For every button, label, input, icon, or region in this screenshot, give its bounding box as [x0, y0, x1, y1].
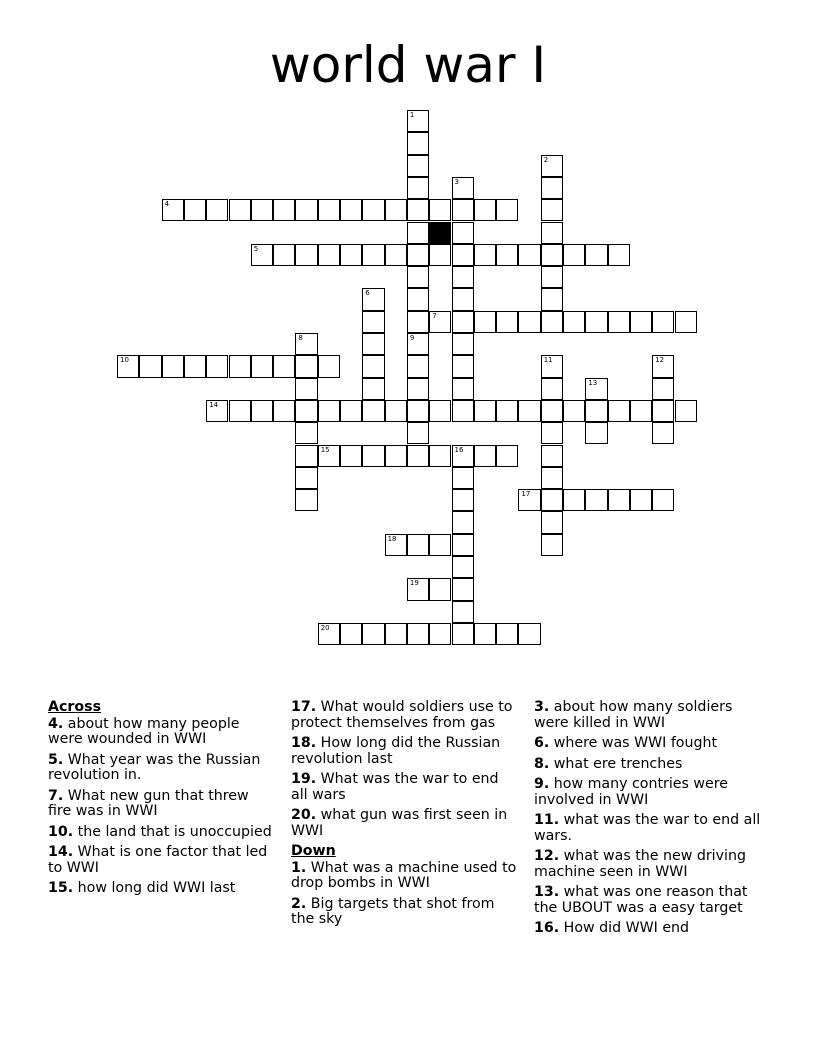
grid-cell[interactable] [318, 445, 340, 467]
grid-cell[interactable] [496, 445, 518, 467]
grid-cell[interactable] [541, 489, 563, 511]
grid-cell[interactable] [608, 244, 630, 266]
clue-number-label: 15 [320, 445, 330, 454]
down-clue-1: 1. What was a machine used to drop bombs in WWI [291, 859, 517, 891]
grid-cell[interactable] [318, 199, 340, 221]
grid-cell[interactable] [362, 311, 384, 333]
grid-cell[interactable] [229, 400, 251, 422]
grid-cell[interactable] [563, 400, 585, 422]
grid-cell[interactable] [429, 199, 451, 221]
grid-cell[interactable] [452, 445, 474, 467]
clue-number-label: 6 [365, 289, 370, 298]
grid-cell[interactable] [608, 311, 630, 333]
grid-cell[interactable] [251, 355, 273, 377]
grid-cell[interactable] [541, 244, 563, 266]
grid-cell[interactable] [407, 355, 429, 377]
grid-cell[interactable] [407, 222, 429, 244]
grid-cell[interactable] [474, 400, 496, 422]
grid-cell[interactable] [541, 199, 563, 221]
grid-cell[interactable] [407, 333, 429, 355]
grid-cell[interactable] [362, 244, 384, 266]
grid-cell[interactable] [496, 199, 518, 221]
down-clue-9: 9. how many contries were involved in WWI [534, 776, 729, 808]
clue-number-label: 4 [164, 200, 170, 209]
grid-cell[interactable] [184, 355, 206, 377]
grid-cell[interactable] [518, 244, 540, 266]
grid-cell[interactable] [407, 288, 429, 310]
grid-cell[interactable] [541, 534, 563, 556]
grid-cell[interactable] [452, 400, 474, 422]
clue-number-label: 3 [454, 177, 459, 186]
grid-cell[interactable] [474, 311, 496, 333]
grid-cell[interactable] [496, 244, 518, 266]
grid-cell[interactable] [541, 311, 563, 333]
grid-cell[interactable] [608, 400, 630, 422]
grid-cell[interactable] [429, 311, 451, 333]
grid-cell[interactable] [452, 378, 474, 400]
clue-number-label: 20 [320, 623, 330, 632]
down-clue-6: 6. where was WWI fought [534, 735, 718, 751]
grid-cell[interactable] [652, 355, 674, 377]
grid-cell[interactable] [295, 467, 317, 489]
grid-cell[interactable] [340, 199, 362, 221]
grid-cell[interactable] [407, 266, 429, 288]
grid-cell[interactable] [675, 311, 697, 333]
grid-cell[interactable] [429, 578, 451, 600]
grid-cell[interactable] [541, 445, 563, 467]
grid-cell[interactable] [295, 378, 317, 400]
grid-cell[interactable] [385, 400, 407, 422]
grid-cell[interactable] [452, 534, 474, 556]
across-clue-14: 14. What is one factor that led to WWI [48, 844, 268, 876]
grid-cell[interactable] [452, 623, 474, 645]
across-clue-10: 10. the land that is unoccupied [48, 823, 272, 840]
grid-cell[interactable] [318, 355, 340, 377]
grid-cell[interactable] [452, 355, 474, 377]
grid-cell[interactable] [563, 489, 585, 511]
down-clue-8: 8. what ere trenches [534, 755, 683, 772]
grid-cell[interactable] [518, 623, 540, 645]
grid-cell[interactable] [295, 400, 317, 422]
grid-cell[interactable] [563, 311, 585, 333]
clue-number-label: 11 [543, 356, 553, 365]
grid-cell[interactable] [385, 534, 407, 556]
clue-number-label: 17 [521, 490, 531, 499]
grid-cell[interactable] [318, 400, 340, 422]
grid-cell[interactable] [452, 199, 474, 221]
across-clue-18: 18. How long did the Russian revolution last [291, 735, 501, 767]
grid-cell[interactable] [452, 601, 474, 623]
grid-cell[interactable] [608, 489, 630, 511]
grid-cell[interactable] [407, 378, 429, 400]
grid-cell[interactable] [273, 199, 295, 221]
grid-cell[interactable] [585, 489, 607, 511]
grid-cell[interactable] [362, 400, 384, 422]
across-clue-19: 19. What was the war to end all wars [291, 771, 499, 803]
grid-cell[interactable] [340, 445, 362, 467]
grid-cell[interactable] [273, 400, 295, 422]
grid-cell[interactable] [452, 288, 474, 310]
grid-cell[interactable] [362, 288, 384, 310]
grid-cell[interactable] [340, 244, 362, 266]
grid-cell[interactable] [318, 244, 340, 266]
clue-number-label: 14 [209, 400, 219, 409]
grid-cell[interactable] [541, 355, 563, 377]
grid-cell[interactable] [563, 244, 585, 266]
grid-cell[interactable] [340, 400, 362, 422]
grid-cell[interactable] [652, 378, 674, 400]
clue-number-label: 12 [655, 356, 665, 365]
grid-cell[interactable] [452, 467, 474, 489]
grid-cell[interactable] [385, 623, 407, 645]
grid-cell[interactable] [162, 199, 184, 221]
grid-cell[interactable] [407, 445, 429, 467]
clue-number-label: 9 [409, 334, 415, 342]
grid-cell[interactable] [518, 489, 540, 511]
grid-cell[interactable] [541, 400, 563, 422]
down-clue-16: 16. How did WWI end [534, 920, 690, 936]
grid-cell[interactable] [206, 400, 228, 422]
grid-cell[interactable] [229, 355, 251, 377]
grid-cell[interactable] [518, 311, 540, 333]
grid-cell[interactable] [407, 623, 429, 645]
grid-cell[interactable] [630, 489, 652, 511]
grid-cell[interactable] [585, 400, 607, 422]
grid-cell[interactable] [251, 400, 273, 422]
puzzle-title: world war I [269, 36, 547, 94]
down-clue-12: 12. what was the new driving machine seen in WWI [534, 848, 746, 880]
grid-cell[interactable] [407, 199, 429, 221]
grid-cell[interactable] [295, 199, 317, 221]
grid-cell[interactable] [585, 311, 607, 333]
down-clue-2: 2. Big targets that shot from the sky [291, 895, 495, 927]
grid-cell[interactable] [541, 266, 563, 288]
grid-cell[interactable] [184, 199, 206, 221]
grid-cell[interactable] [407, 132, 429, 154]
grid-cell[interactable] [206, 355, 228, 377]
grid-cell[interactable] [452, 266, 474, 288]
grid-cell[interactable] [362, 333, 384, 355]
grid-cell[interactable] [452, 333, 474, 355]
grid-cell[interactable] [429, 623, 451, 645]
grid-cell[interactable] [452, 511, 474, 533]
grid-cell[interactable] [407, 422, 429, 444]
grid-cell[interactable] [251, 244, 273, 266]
grid-cell[interactable] [541, 511, 563, 533]
clue-number-label: 16 [454, 445, 464, 454]
grid-cell[interactable] [496, 400, 518, 422]
clue-number-label: 18 [387, 534, 397, 543]
grid-cell[interactable] [318, 623, 340, 645]
grid-cell[interactable] [496, 311, 518, 333]
grid-cell[interactable] [295, 489, 317, 511]
grid-cell[interactable] [385, 199, 407, 221]
grid-cell[interactable] [117, 355, 139, 377]
grid-cell[interactable] [452, 177, 474, 199]
grid-cell[interactable] [541, 288, 563, 310]
clue-number-label: 7 [432, 311, 437, 320]
grid-cell[interactable] [652, 489, 674, 511]
grid-cell[interactable] [295, 355, 317, 377]
clue-column-3 [534, 700, 770, 942]
grid-cell[interactable] [652, 422, 674, 444]
grid-cell[interactable] [474, 623, 496, 645]
grid-cell[interactable] [295, 244, 317, 266]
grid-cell[interactable] [675, 400, 697, 422]
clue-number-label: 8 [298, 334, 303, 342]
across-clue-15: 15. how long did WWI last [48, 880, 236, 896]
across-clue-7: 7. What new gun that threw fire was in WWI [48, 787, 249, 819]
grid-cell[interactable] [429, 400, 451, 422]
grid-cell[interactable] [541, 222, 563, 244]
grid-cell[interactable] [452, 489, 474, 511]
grid-cell[interactable] [295, 333, 317, 355]
clue-number-label: 1 [409, 111, 415, 119]
grid-cell[interactable] [407, 244, 429, 266]
across-clue-20: 20. what gun was first seen in WWI [291, 807, 508, 839]
grid-cell[interactable] [452, 578, 474, 600]
clue-number-label: 19 [409, 579, 419, 588]
grid-cell[interactable] [541, 422, 563, 444]
grid-cell[interactable] [429, 534, 451, 556]
grid-cell[interactable] [362, 355, 384, 377]
across-clue-17: 17. What would soldiers use to protect themselves from gas [291, 699, 513, 731]
grid-cell[interactable] [452, 244, 474, 266]
grid-cell[interactable] [452, 556, 474, 578]
blocked-cell [429, 222, 451, 244]
grid-cell[interactable] [652, 400, 674, 422]
grid-cell[interactable] [229, 199, 251, 221]
grid-cell[interactable] [652, 311, 674, 333]
clue-number-label: 10 [120, 356, 129, 365]
grid-cell[interactable] [541, 467, 563, 489]
grid-cell[interactable] [362, 199, 384, 221]
grid-cell[interactable] [630, 311, 652, 333]
grid-cell[interactable] [452, 222, 474, 244]
clue-column-1 [48, 700, 274, 902]
grid-cell[interactable] [407, 578, 429, 600]
grid-cell[interactable] [295, 422, 317, 444]
grid-cell[interactable] [407, 311, 429, 333]
grid-cell[interactable] [541, 177, 563, 199]
across-clue-4: 4. about how many people were wounded in WWI [48, 715, 240, 747]
grid-cell[interactable] [273, 355, 295, 377]
grid-cell[interactable] [630, 400, 652, 422]
grid-cell[interactable] [340, 623, 362, 645]
grid-cell[interactable] [474, 445, 496, 467]
grid-cell[interactable] [585, 244, 607, 266]
clue-number-label: 5 [253, 244, 259, 253]
grid-cell[interactable] [407, 400, 429, 422]
grid-cell[interactable] [407, 177, 429, 199]
grid-cell[interactable] [251, 199, 273, 221]
grid-cell[interactable] [407, 534, 429, 556]
grid-cell[interactable] [541, 378, 563, 400]
grid-cell[interactable] [295, 445, 317, 467]
grid-cell[interactable] [518, 400, 540, 422]
grid-cell[interactable] [407, 155, 429, 177]
grid-cell[interactable] [429, 445, 451, 467]
grid-cell[interactable] [585, 422, 607, 444]
grid-cell[interactable] [452, 311, 474, 333]
grid-cell[interactable] [362, 378, 384, 400]
grid-cell[interactable] [362, 445, 384, 467]
grid-cell[interactable] [585, 378, 607, 400]
clue-number-label: 13 [588, 378, 598, 387]
grid-cell[interactable] [273, 244, 295, 266]
down-clue-11: 11. what was the war to end all wars. [534, 812, 761, 844]
down-clue-3: 3. about how many soldiers were killed in WWI [534, 699, 733, 731]
grid-cell[interactable] [385, 445, 407, 467]
grid-cell[interactable] [385, 244, 407, 266]
grid-cell[interactable] [139, 355, 161, 377]
down-clue-13: 13. what was one reason that the UBOUT was a easy target [534, 884, 748, 916]
across-header: Across [48, 699, 102, 715]
grid-cell[interactable] [541, 155, 563, 177]
grid-cell[interactable] [162, 355, 184, 377]
grid-cell[interactable] [362, 623, 384, 645]
down-header: Down [291, 843, 336, 859]
grid-cell[interactable] [429, 244, 451, 266]
grid-cell[interactable] [474, 199, 496, 221]
across-clue-5: 5. What year was the Russian revolution in. [48, 751, 261, 783]
grid-cell[interactable] [206, 199, 228, 221]
clue-column-2 [291, 700, 519, 933]
grid-cell[interactable] [407, 110, 429, 132]
grid-cell[interactable] [474, 244, 496, 266]
clue-number-label: 2 [543, 155, 549, 164]
grid-cell[interactable] [496, 623, 518, 645]
